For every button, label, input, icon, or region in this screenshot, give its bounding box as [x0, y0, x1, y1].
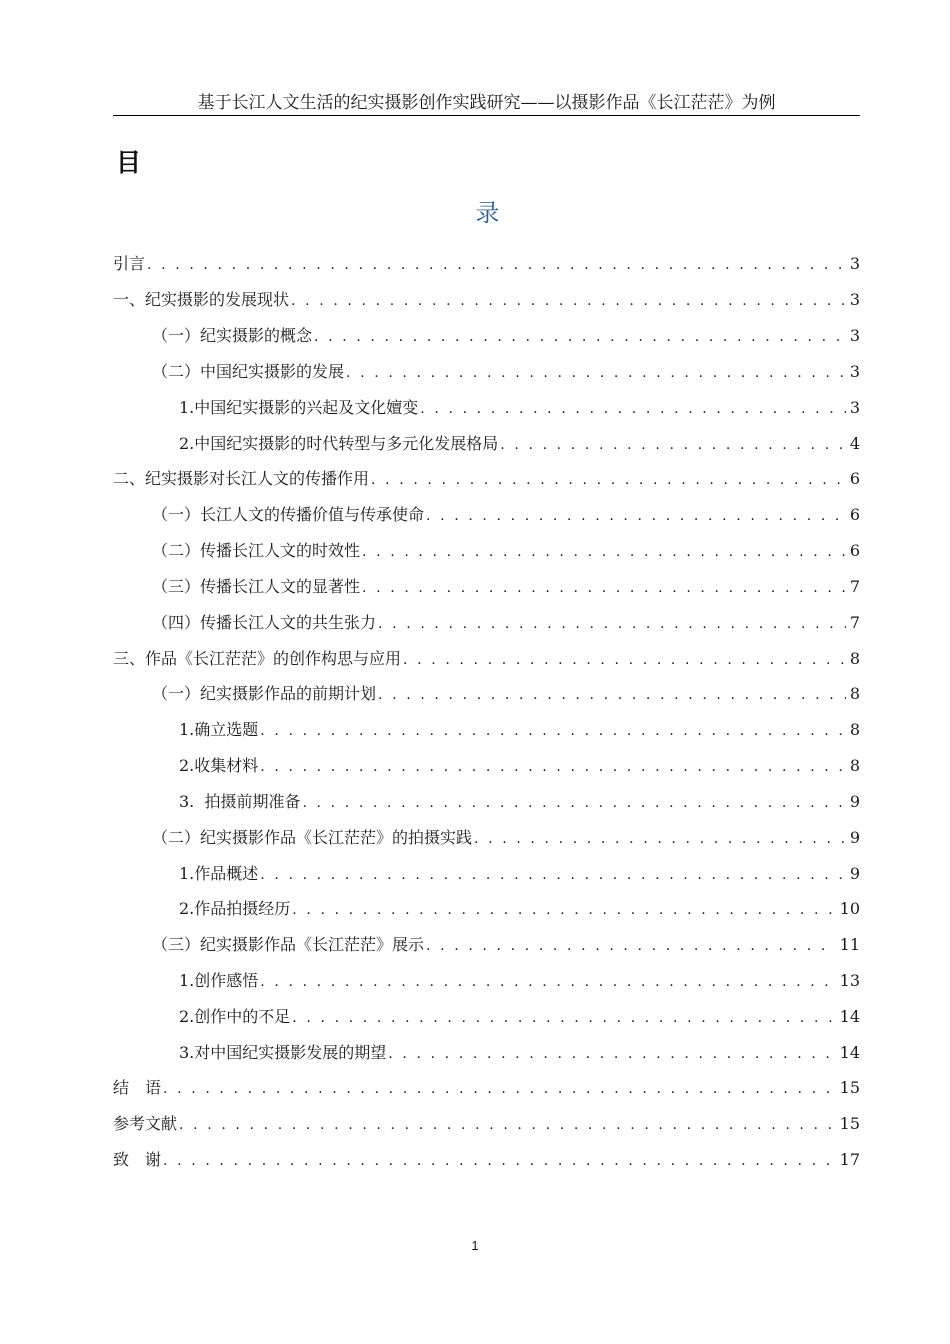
toc-entry-page: 3 [849, 398, 860, 417]
toc-leader-dots [292, 898, 835, 922]
toc-entry-title: （三）纪实摄影作品《长江茫茫》展示 [152, 935, 425, 954]
toc-entry[interactable] [113, 1148, 860, 1172]
toc-leader-dots [179, 1113, 836, 1137]
toc-entry-page: 6 [849, 505, 860, 524]
toc-entry[interactable] [152, 575, 860, 599]
page-number: 1 [471, 1238, 479, 1253]
toc-entry-title: 二、纪实摄影对长江人文的传播作用 [113, 469, 370, 488]
toc-leader-dots [371, 468, 846, 492]
running-header: 基于长江人文生活的纪实摄影创作实践研究——以摄影作品《长江茫茫》为例 [113, 92, 860, 116]
toc-entry-page: 14 [839, 1007, 860, 1026]
toc-entry[interactable] [179, 969, 860, 993]
toc-entry-title: 1.确立选题 [179, 720, 259, 739]
toc-entry-page: 6 [849, 469, 860, 488]
toc-entry-page: 11 [839, 935, 860, 954]
toc-entry[interactable] [113, 252, 860, 276]
toc-entry[interactable] [113, 647, 860, 671]
toc-entry[interactable] [179, 1041, 860, 1065]
toc-entry[interactable] [113, 467, 860, 491]
toc-leader-dots [147, 253, 846, 277]
toc-leader-dots [420, 397, 846, 421]
toc-entry-page: 8 [849, 756, 860, 775]
toc-entry-page: 3 [849, 254, 860, 273]
toc-entry-title: 一、纪实摄影的发展现状 [113, 290, 290, 309]
toc-entry-title: （二）中国纪实摄影的发展 [152, 362, 345, 381]
toc-leader-dots [260, 863, 846, 887]
toc-leader-dots [302, 791, 845, 815]
toc-leader-dots [260, 755, 846, 779]
toc-title-first-char: 目 [116, 148, 142, 177]
toc-entry-title: （三）传播长江人文的显著性 [152, 577, 361, 596]
toc-entry-page: 6 [849, 541, 860, 560]
toc-entry-page: 3 [849, 362, 860, 381]
toc-leader-dots [474, 827, 846, 851]
toc-entry-title: （一）纪实摄影作品的前期计划 [152, 684, 377, 703]
toc-leader-dots [260, 970, 835, 994]
toc-entry-title: 2.收集材料 [179, 756, 259, 775]
toc-entry[interactable] [179, 396, 860, 420]
toc-leader-dots [346, 361, 846, 385]
toc-leader-dots [403, 648, 846, 672]
toc-entry-title: 结 语 [113, 1078, 162, 1097]
toc-entry-page: 8 [849, 720, 860, 739]
toc-entry-title: 2.创作中的不足 [179, 1007, 291, 1026]
toc-entry[interactable] [179, 718, 860, 742]
toc-leader-dots [163, 1077, 836, 1101]
toc-entry[interactable] [113, 288, 860, 312]
toc-leader-dots [163, 1149, 836, 1173]
toc-entry-page: 7 [849, 613, 860, 632]
toc-entry-page: 9 [849, 828, 860, 847]
toc-leader-dots [378, 683, 846, 707]
toc-entry-title: 2.中国纪实摄影的时代转型与多元化发展格局 [179, 434, 499, 453]
toc-entry-page: 15 [839, 1078, 860, 1097]
toc-entry[interactable] [152, 503, 860, 527]
toc-entry-title: （一）纪实摄影的概念 [152, 326, 313, 345]
toc-entry[interactable] [179, 432, 860, 456]
toc-entry-page: 13 [839, 971, 860, 990]
toc-leader-dots [362, 540, 846, 564]
toc-entry[interactable] [152, 539, 860, 563]
toc-entry-page: 14 [839, 1043, 860, 1062]
toc-entry-page: 8 [849, 684, 860, 703]
toc-entry-page: 8 [849, 649, 860, 668]
toc-leader-dots [291, 289, 846, 313]
toc-entry-page: 7 [849, 577, 860, 596]
toc-entry-page: 10 [839, 899, 860, 918]
toc-leader-dots [426, 934, 836, 958]
toc-title-second-char: 录 [475, 199, 500, 227]
toc-entry[interactable] [152, 611, 860, 635]
toc-leader-dots [260, 719, 846, 743]
toc-leader-dots [378, 612, 846, 636]
toc-entry-page: 17 [839, 1150, 860, 1169]
toc-entry-page: 15 [839, 1114, 860, 1133]
toc-entry-title: 致 谢 [113, 1150, 162, 1169]
toc-leader-dots [362, 576, 846, 600]
toc-entry-page: 9 [849, 864, 860, 883]
toc-entry-page: 9 [849, 792, 860, 811]
toc-entry[interactable] [152, 826, 860, 850]
toc-entry[interactable] [179, 897, 860, 921]
toc-entry[interactable] [179, 1005, 860, 1029]
toc-entry-title: （二）传播长江人文的时效性 [152, 541, 361, 560]
toc-entry[interactable] [152, 360, 860, 384]
toc-entry-page: 3 [849, 326, 860, 345]
toc-leader-dots [426, 504, 846, 528]
toc-entry-title: （二）纪实摄影作品《长江茫茫》的拍摄实践 [152, 828, 473, 847]
toc-entry[interactable] [152, 933, 860, 957]
toc-entry-title: 1.中国纪实摄影的兴起及文化嬗变 [179, 398, 419, 417]
toc-entry-title: 3.对中国纪实摄影发展的期望 [179, 1043, 387, 1062]
toc-leader-dots [314, 325, 846, 349]
toc-entry-page: 4 [849, 434, 860, 453]
toc-entry-title: 2.作品拍摄经历 [179, 899, 291, 918]
toc-entry[interactable] [113, 1076, 860, 1100]
toc-entry[interactable] [179, 790, 860, 814]
toc-entry[interactable] [152, 324, 860, 348]
toc-leader-dots [388, 1042, 835, 1066]
toc-entry[interactable] [179, 862, 860, 886]
toc-entry-title: 1.创作感悟 [179, 971, 259, 990]
toc-entry-title: （四）传播长江人文的共生张力 [152, 613, 377, 632]
toc-entry[interactable] [113, 1112, 860, 1136]
toc-entry-title: 引言 [113, 254, 146, 273]
toc-leader-dots [500, 433, 846, 457]
toc-entry-title: （一）长江人文的传播价值与传承使命 [152, 505, 425, 524]
toc-entry-title: 参考文献 [113, 1114, 178, 1133]
toc-entry-title: 3. 拍摄前期准备 [179, 792, 301, 811]
toc-entry[interactable] [179, 754, 860, 778]
toc-leader-dots [292, 1006, 835, 1030]
toc-entry-page: 3 [849, 290, 860, 309]
toc-entry[interactable] [152, 682, 860, 706]
toc-entry-title: 1.作品概述 [179, 864, 259, 883]
toc-entry-title: 三、作品《长江茫茫》的创作构思与应用 [113, 649, 402, 668]
